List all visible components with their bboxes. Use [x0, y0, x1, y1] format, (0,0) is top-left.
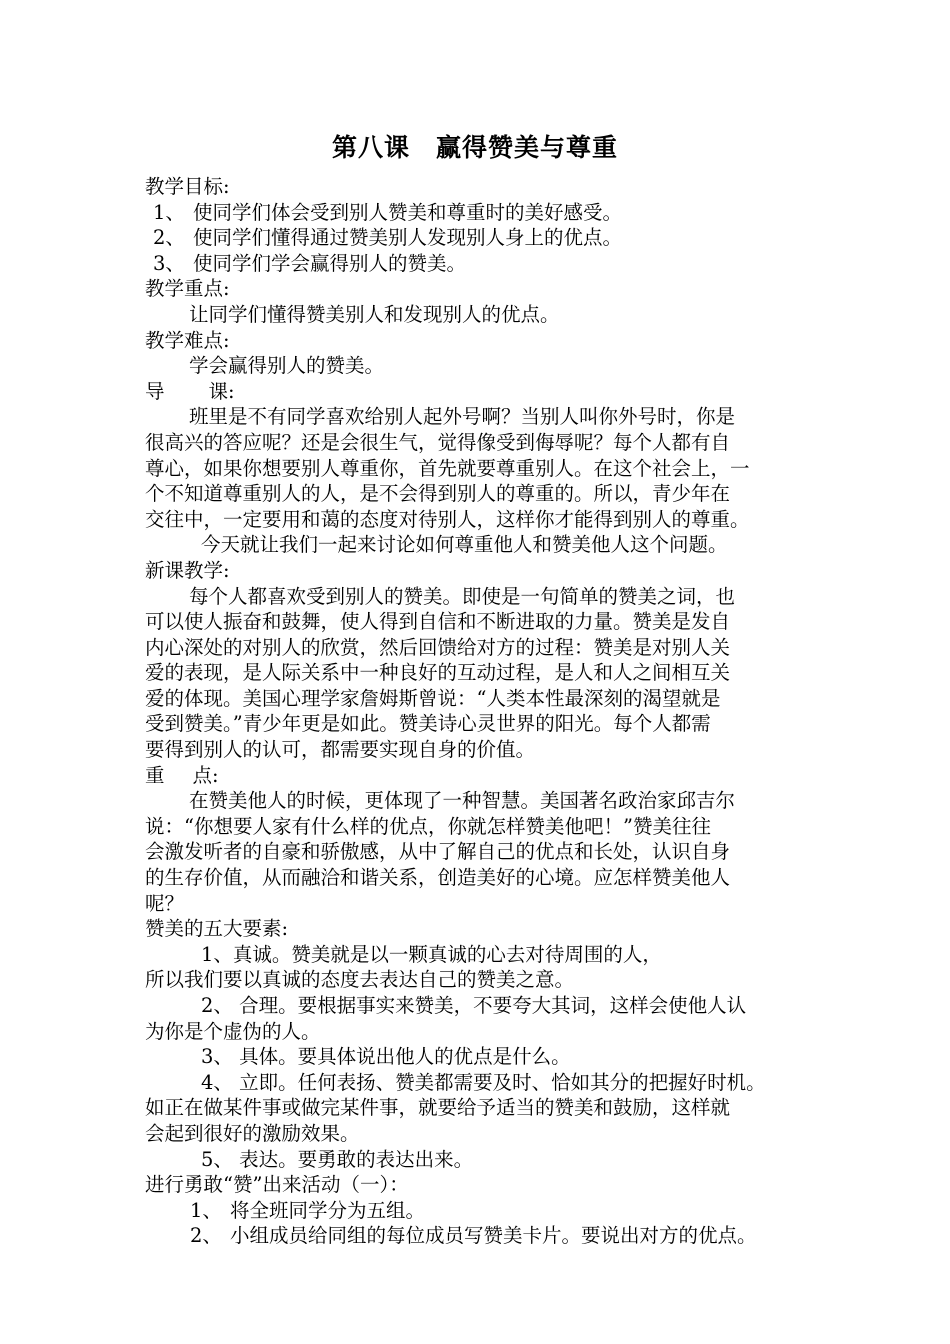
- activity-item: 2、 小组成员给同组的每位成员写赞美卡片。要说出对方的优点。: [190, 1224, 757, 1248]
- paragraph-line: 爱的体现。美国心理学家詹姆斯曾说：“人类本性最深刻的渴望就是: [145, 686, 721, 710]
- lesson-title: [0, 128, 950, 168]
- objective-item: 2、 使同学们懂得通过赞美别人发现别人身上的优点。: [153, 226, 623, 250]
- element-line: 如正在做某件事或做完某件事，就要给予适当的赞美和鼓励，这样就: [145, 1096, 731, 1120]
- paragraph-line: 交往中，一定要用和蔼的态度对待别人，这样你才能得到别人的尊重。: [145, 507, 750, 531]
- paragraph-line: 个不知道尊重别人的人，是不会得到别人的尊重的。所以，青少年在: [145, 482, 731, 506]
- paragraph-line: 尊心，如果你想要别人尊重你，首先就要尊重别人。在这个社会上，一: [145, 456, 750, 480]
- element-line: 4、 立即。任何表扬、赞美都需要及时、恰如其分的把握好时机。: [201, 1070, 766, 1094]
- paragraph-line: 说：“你想要人家有什么样的优点，你就怎样赞美他吧！”赞美往往: [145, 814, 711, 838]
- paragraph-line: 今天就让我们一起来讨论如何尊重他人和赞美他人这个问题。: [201, 533, 728, 557]
- new-lesson-heading: 新课教学:: [145, 558, 230, 582]
- element-line: 3、 具体。要具体说出他人的优点是什么。: [201, 1045, 571, 1069]
- element-line: 为你是个虚伪的人。: [145, 1019, 321, 1043]
- difficulty-text: 学会赢得别人的赞美。: [189, 354, 385, 378]
- paragraph-line: 很高兴的答应呢？还是会很生气，觉得像受到侮辱呢？每个人都有自: [145, 430, 731, 454]
- paragraph-line: 的生存价值，从而融洽和谐关系，创造美好的心境。应怎样赞美他人: [145, 866, 731, 890]
- objective-item: 3、 使同学们学会赢得别人的赞美。: [153, 251, 467, 275]
- element-line: 1、真诚。赞美就是以一颗真诚的心去对待周围的人，: [201, 942, 662, 966]
- lesson-number: 第八课: [331, 133, 410, 162]
- element-line: 会起到很好的激励效果。: [145, 1121, 360, 1145]
- lesson-name: 赢得赞美与尊重: [436, 133, 619, 162]
- intro-heading: 导 课:: [145, 379, 235, 403]
- paragraph-line: 班里是不有同学喜欢给别人起外号啊？当别人叫你外号时，你是: [189, 405, 736, 429]
- key-point-heading: 教学重点:: [145, 277, 230, 301]
- element-line: 所以我们要以真诚的态度去表达自己的赞美之意。: [145, 968, 575, 992]
- paragraph-line: 受到赞美。”青少年更是如此。赞美诗心灵世界的阳光。每个人都需: [145, 712, 711, 736]
- paragraph-line: 可以使人振奋和鼓舞，使人得到自信和不断进取的力量。赞美是发自: [145, 610, 731, 634]
- paragraph-line: 呢？: [145, 891, 185, 915]
- difficulty-heading: 教学难点:: [145, 328, 230, 352]
- paragraph-line: 内心深处的对别人的欣赏，然后回馈给对方的过程：赞美是对别人关: [145, 635, 731, 659]
- element-line: 2、 合理。要根据事实来赞美，不要夸大其词，这样会使他人认: [201, 994, 747, 1017]
- elements-heading: 赞美的五大要素:: [145, 917, 289, 941]
- objectives-heading: 教学目标:: [145, 175, 230, 198]
- paragraph-line: 爱的表现，是人际关系中一种良好的互动过程，是人和人之间相互关: [145, 661, 731, 685]
- key-point-text: 让同学们懂得赞美别人和发现别人的优点。: [189, 302, 560, 326]
- element-line: 5、 表达。要勇敢的表达出来。: [201, 1147, 474, 1171]
- paragraph-line: 要得到别人的认可，都需要实现自身的价值。: [145, 738, 536, 762]
- objective-item: 1、 使同学们体会受到别人赞美和尊重时的美好感受。: [153, 200, 623, 224]
- activity-item: 1、 将全班同学分为五组。: [190, 1198, 426, 1222]
- emphasis-heading: 重 点:: [145, 763, 219, 787]
- activity-heading: 进行勇敢“赞”出来活动（一）：: [145, 1173, 409, 1197]
- paragraph-line: 每个人都喜欢受到别人的赞美。即使是一句简单的赞美之词，也: [189, 584, 736, 608]
- paragraph-line: 会激发听者的自豪和骄傲感，从中了解自己的优点和长处，认识自身: [145, 840, 731, 864]
- paragraph-line: 在赞美他人的时候，更体现了一种智慧。美国著名政治家邱吉尔: [189, 789, 736, 813]
- lesson-body: [145, 174, 813, 1249]
